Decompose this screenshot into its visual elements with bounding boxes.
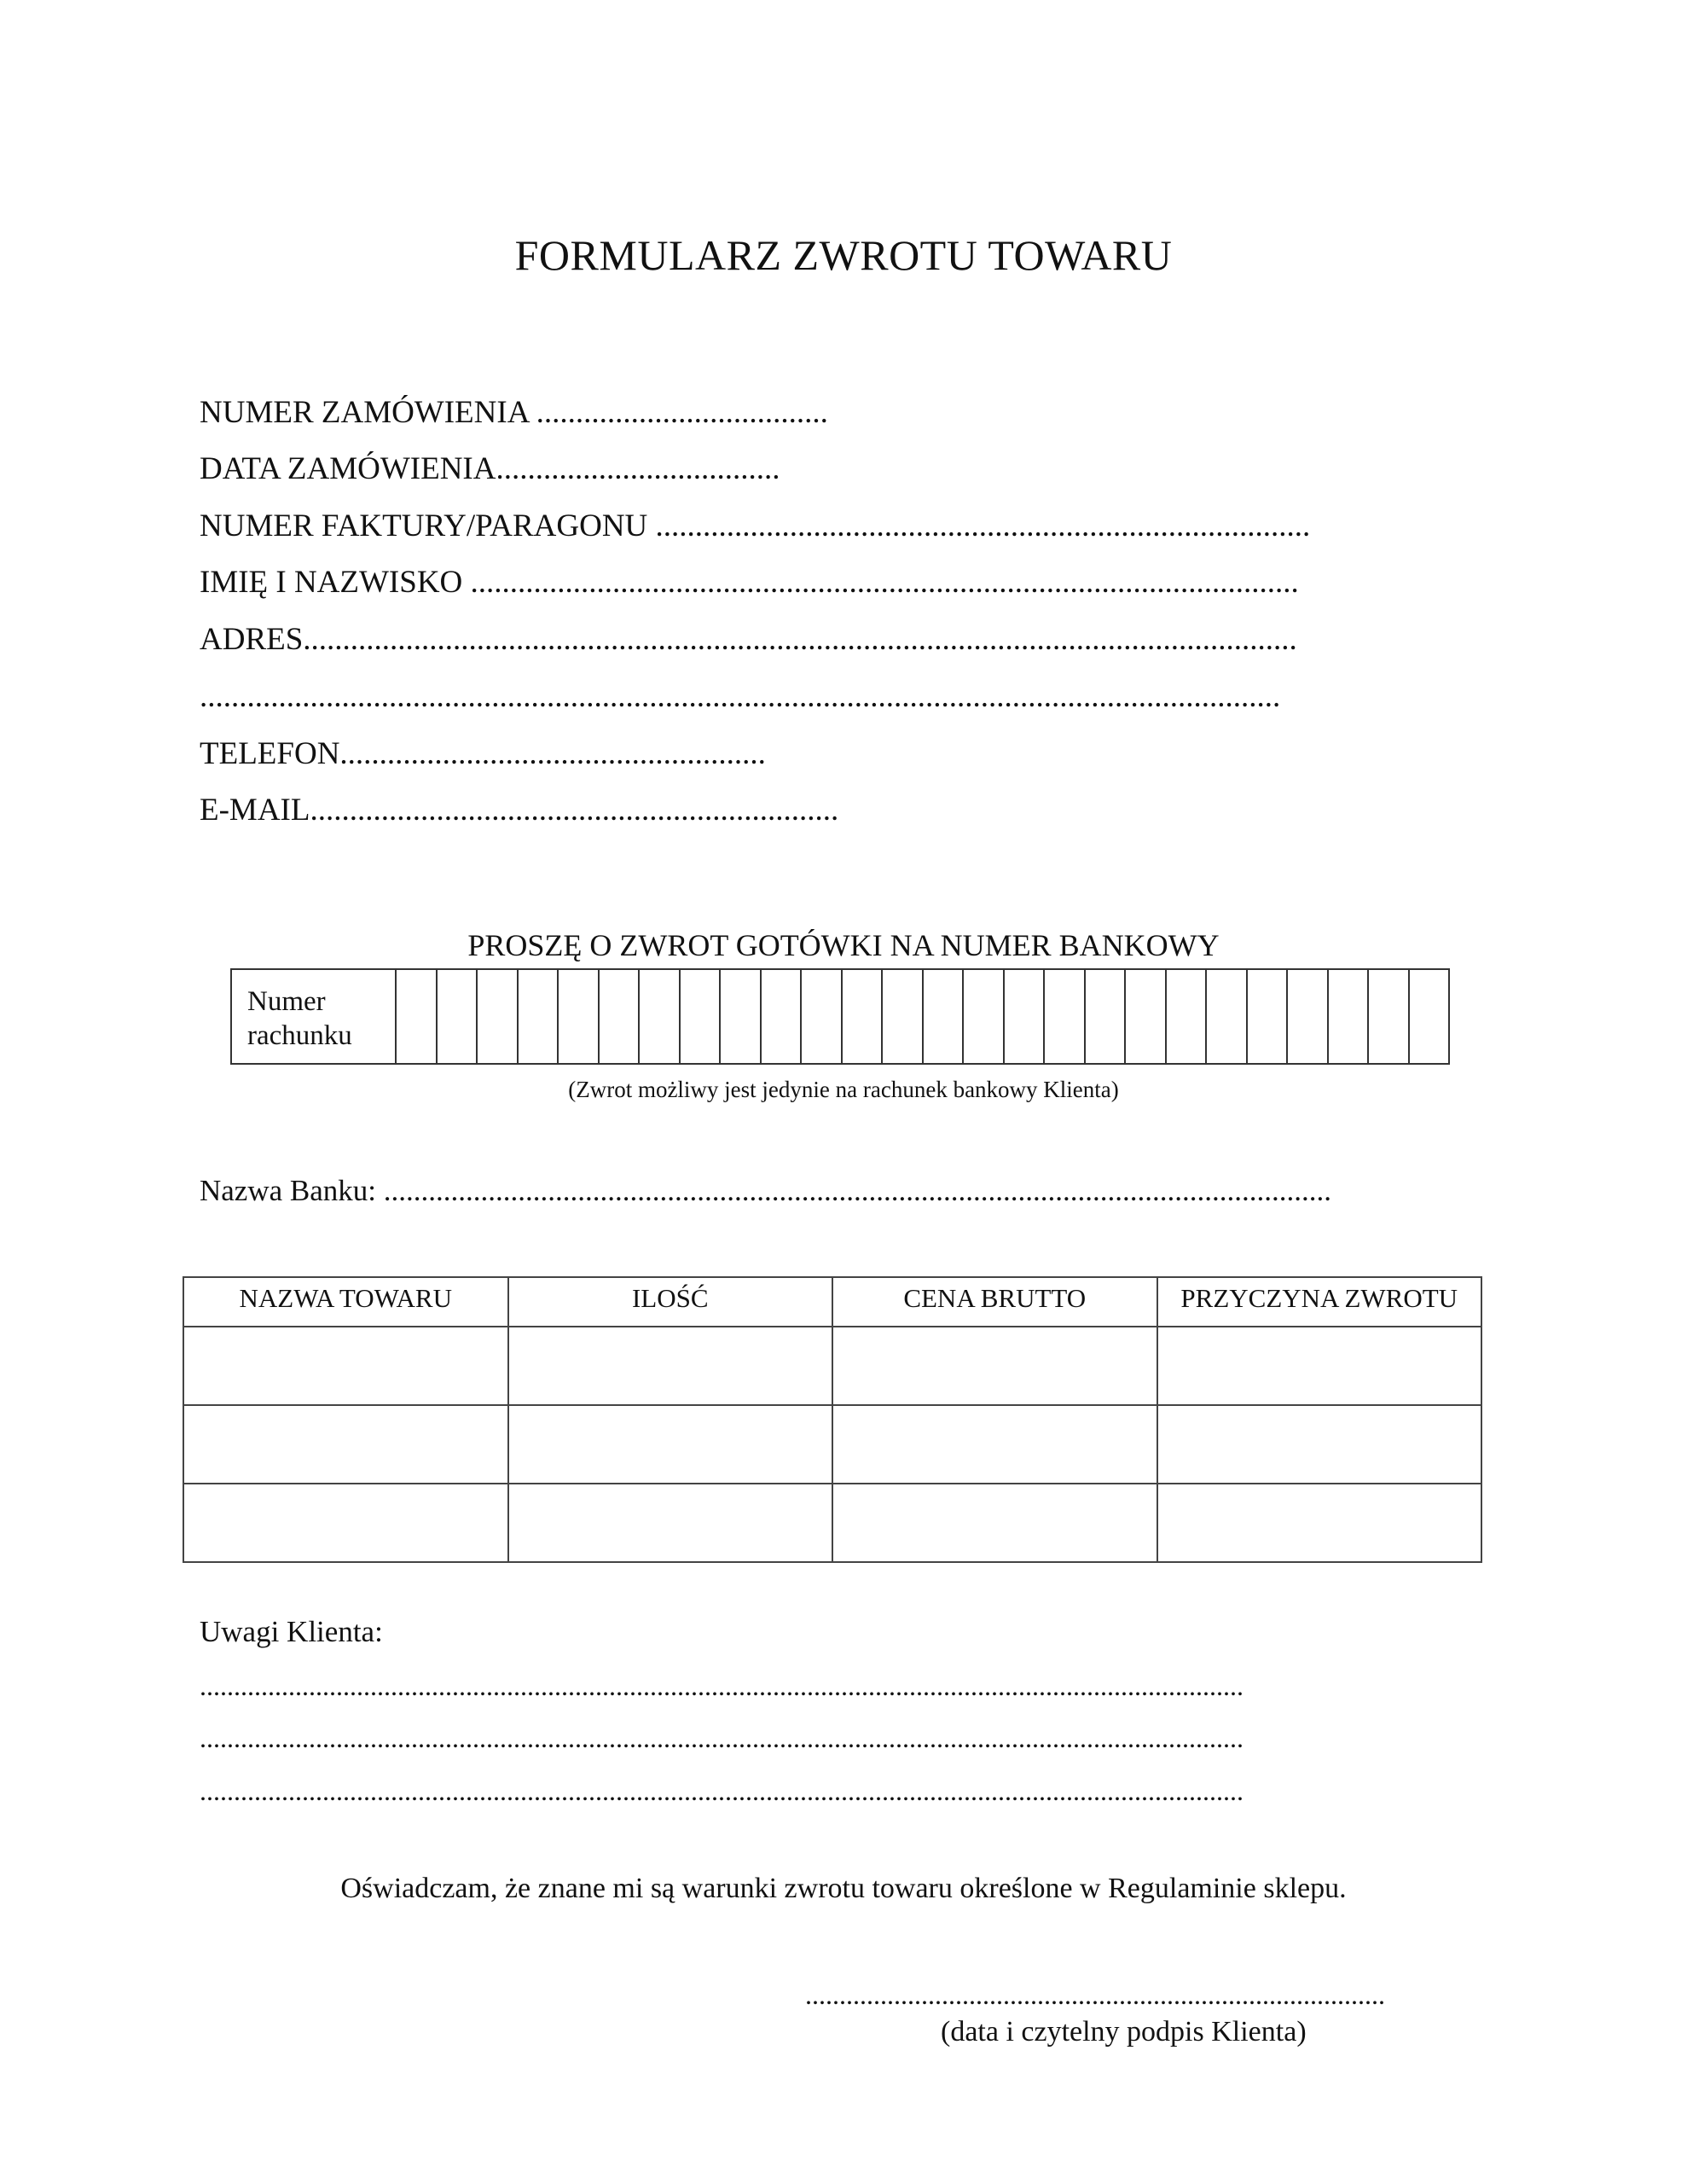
- table-cell[interactable]: [183, 1327, 508, 1405]
- account-digit-box[interactable]: [1288, 970, 1329, 1063]
- table-cell[interactable]: [508, 1405, 833, 1484]
- account-digit-box[interactable]: [519, 970, 559, 1063]
- account-digit-box[interactable]: [802, 970, 843, 1063]
- remarks-line-2[interactable]: .........................................................................................................................................................: [200, 1722, 1244, 1753]
- table-cell[interactable]: [832, 1327, 1157, 1405]
- email-field[interactable]: E-MAIL...................................................................: [200, 793, 839, 828]
- column-header-return-reason: PRZYCZYNA ZWROTU: [1157, 1277, 1482, 1327]
- table-cell[interactable]: [1157, 1405, 1482, 1484]
- refund-note: (Zwrot możliwy jest jedynie na rachunek bankowy Klienta): [568, 1077, 1119, 1102]
- column-header-gross-price: CENA BRUTTO: [832, 1277, 1157, 1327]
- table-cell[interactable]: [183, 1405, 508, 1484]
- account-digit-box[interactable]: [478, 970, 519, 1063]
- account-digit-box[interactable]: [640, 970, 681, 1063]
- order-date-field[interactable]: DATA ZAMÓWIENIA....................................: [200, 451, 780, 486]
- table-cell[interactable]: [1157, 1327, 1482, 1405]
- invoice-number-field[interactable]: NUMER FAKTURY/PARAGONU ...................................................................................: [200, 508, 1311, 543]
- account-digit-box[interactable]: [883, 970, 924, 1063]
- bank-refund-heading: PROSZĘ O ZWROT GOTÓWKI NA NUMER BANKOWY: [467, 928, 1220, 962]
- account-digit-box[interactable]: [1369, 970, 1410, 1063]
- order-number-field[interactable]: NUMER ZAMÓWIENIA .....................................: [200, 395, 828, 430]
- account-digit-box[interactable]: [1410, 970, 1449, 1063]
- account-digit-box[interactable]: [721, 970, 762, 1063]
- table-cell[interactable]: [508, 1484, 833, 1562]
- account-digit-box[interactable]: [559, 970, 600, 1063]
- table-cell[interactable]: [832, 1405, 1157, 1484]
- account-number-label: Numer rachunku: [232, 970, 397, 1063]
- table-cell[interactable]: [1157, 1484, 1482, 1562]
- bank-name-field[interactable]: Nazwa Banku: ...............................................................................................................................: [200, 1174, 1332, 1207]
- column-header-quantity: ILOŚĆ: [508, 1277, 833, 1327]
- account-digit-box[interactable]: [1207, 970, 1248, 1063]
- table-cell[interactable]: [508, 1327, 833, 1405]
- customer-remarks-label: Uwagi Klienta:: [200, 1615, 383, 1648]
- table-row: [183, 1405, 1481, 1484]
- account-digit-box[interactable]: [1248, 970, 1289, 1063]
- account-digit-box[interactable]: [438, 970, 478, 1063]
- column-header-product-name: NAZWA TOWARU: [183, 1277, 508, 1327]
- account-digit-box[interactable]: [1086, 970, 1127, 1063]
- remarks-line-3[interactable]: .........................................................................................................................................................: [200, 1775, 1244, 1806]
- account-digit-box[interactable]: [1126, 970, 1167, 1063]
- address-line-2-field[interactable]: .........................................................................................................................................: [200, 679, 1281, 714]
- account-digit-box[interactable]: [1329, 970, 1370, 1063]
- table-row: [183, 1327, 1481, 1405]
- remarks-line-1[interactable]: .........................................................................................................................................................: [200, 1670, 1244, 1701]
- full-name-field[interactable]: IMIĘ I NAZWISKO .........................................................................................................: [200, 565, 1299, 600]
- account-digit-box[interactable]: [681, 970, 722, 1063]
- signature-caption: (data i czytelny podpis Klienta): [941, 2016, 1307, 2048]
- table-cell[interactable]: [183, 1484, 508, 1562]
- phone-field[interactable]: TELEFON......................................................: [200, 736, 766, 771]
- account-number-box: [230, 968, 1450, 1065]
- form-title: FORMULARZ ZWROTU TOWARU: [514, 231, 1173, 279]
- returned-items-table: [183, 1276, 1482, 1563]
- signature-line[interactable]: .....................................................................................: [805, 1979, 1385, 2010]
- account-digit-cells: [397, 970, 1448, 1063]
- table-header-row: [183, 1277, 1481, 1327]
- table-row: [183, 1484, 1481, 1562]
- account-digit-box[interactable]: [600, 970, 641, 1063]
- account-digit-box[interactable]: [397, 970, 438, 1063]
- account-digit-box[interactable]: [1005, 970, 1046, 1063]
- account-digit-box[interactable]: [762, 970, 803, 1063]
- account-digit-box[interactable]: [1167, 970, 1208, 1063]
- account-digit-box[interactable]: [964, 970, 1005, 1063]
- account-digit-box[interactable]: [924, 970, 965, 1063]
- address-field[interactable]: ADRES..............................................................................................................................: [200, 622, 1297, 657]
- account-digit-box[interactable]: [1045, 970, 1086, 1063]
- account-digit-box[interactable]: [843, 970, 884, 1063]
- terms-declaration: Oświadczam, że znane mi są warunki zwrotu towaru określone w Regulaminie sklepu.: [340, 1873, 1347, 1904]
- table-cell[interactable]: [832, 1484, 1157, 1562]
